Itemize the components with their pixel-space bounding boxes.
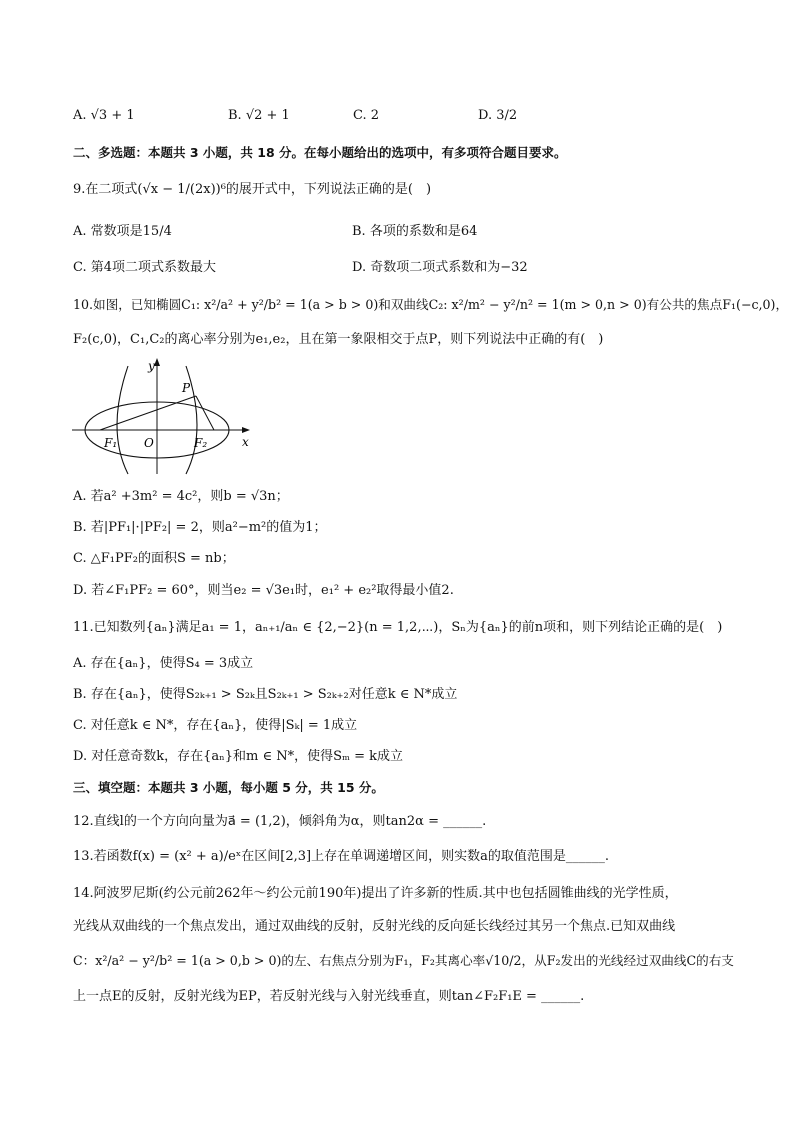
q11-option-b: B. 存在{aₙ}，使得S₂ₖ₊₁ > S₂ₖ且S₂ₖ₊₁ > S₂ₖ₊₂对任意k ∈ N*成立 [73, 687, 458, 702]
ellipse-hyperbola-figure [70, 356, 270, 478]
q10-stem-line1: 10.如图，已知椭圆C₁: x²/a² + y²/b² = 1(a > b > 0)和双曲线C₂: x²/m² − y²/n² = 1(m > 0,n > 0)有公共的焦点F₁(−c,0)， [73, 297, 789, 312]
label-y: y [148, 359, 155, 373]
label-p: P [182, 381, 191, 395]
hyperbola-left-branch [117, 366, 128, 474]
section3-header: 三、填空题：本题共 3 小题，每小题 5 分，共 15 分。 [73, 780, 384, 795]
q12-text: 12.直线l的一个方向向量为a⃗ = (1,2)，倾斜角为α，则tan2α = ______. [73, 814, 487, 829]
label-f1: F₁ [104, 436, 118, 450]
q14-line1: 14.阿波罗尼斯(约公元前262年～约公元前190年)提出了许多新的性质.其中也包括圆锥曲线的光学性质， [73, 886, 678, 901]
q9-option-b: B. 各项的系数和是64 [352, 224, 478, 239]
label-o: O [144, 436, 154, 450]
q11-option-d: D. 对任意奇数k，存在{aₙ}和m ∈ N*，使得Sₘ = k成立 [73, 749, 404, 764]
q14-line3: C：x²/a² − y²/b² = 1(a > 0,b > 0)的左、右焦点分别为F₁，F₂其离心率√10/2，从F₂发出的光线经过双曲线C的右支 [73, 953, 734, 968]
q11-option-c: C. 对任意k ∈ N*，存在{aₙ}，使得|Sₖ| = 1成立 [73, 718, 358, 733]
q10-stem-line2: F₂(c,0)，C₁,C₂的离心率分别为e₁,e₂，且在第一象限相交于点P，则下列说法中正确的有( ) [73, 332, 604, 347]
q10-option-d: D. 若∠F₁PF₂ = 60°，则当e₂ = √3e₁时，e₁² + e₂²取得最小值2. [73, 583, 454, 598]
q14-line2: 光线从双曲线的一个焦点发出，通过双曲线的反射，反射光线的反向延长线经过其另一个焦点.已知双曲线 [73, 919, 676, 934]
q14-line4: 上一点E的反射，反射光线为EP，若反射光线与入射光线垂直，则tan∠F₂F₁E = ______. [73, 989, 585, 1004]
label-x: x [242, 435, 249, 449]
q8-option-d: D. 3/2 [478, 108, 518, 123]
q9-option-a: A. 常数项是15/4 [73, 224, 172, 239]
q8-option-c: C. 2 [353, 108, 380, 123]
y-axis-arrow [154, 358, 160, 366]
q8-option-b: B. √2 + 1 [228, 108, 290, 123]
section2-header: 二、多选题：本题共 3 小题，共 18 分。在每小题给出的选项中，有多项符合题目要求。 [73, 145, 567, 160]
x-axis-arrow [242, 427, 250, 433]
q10-option-a: A. 若a² +3m² = 4c²，则b = √3n； [73, 489, 289, 504]
q11-stem: 11.已知数列{aₙ}满足a₁ = 1，aₙ₊₁/aₙ ∈ {2,−2}(n = 1,2,⋯)，Sₙ为{aₙ}的前n项和，则下列结论正确的是( ) [73, 620, 723, 635]
label-f2: F₂ [194, 436, 208, 450]
q10-option-c: C. △F₁PF₂的面积S = nb； [73, 551, 235, 566]
q9-stem: 9.在二项式(√x − 1/(2x))⁶的展开式中，下列说法正确的是( ) [73, 182, 432, 197]
q13-text: 13.若函数f(x) = (x² + a)/eˣ在区间[2,3]上存在单调递增区间，则实数a的取值范围是______. [73, 849, 609, 864]
q11-option-a: A. 存在{aₙ}，使得S₄ = 3成立 [73, 656, 254, 671]
line-f1-p [100, 396, 196, 430]
q9-option-c: C. 第4项二项式系数最大 [73, 260, 217, 275]
q8-option-a: A. √3 + 1 [73, 108, 135, 123]
q10-option-b: B. 若|PF₁|·|PF₂| = 2，则a²−m²的值为1； [73, 520, 327, 535]
q9-option-d: D. 奇数项二项式系数和为−32 [352, 260, 528, 275]
line-f2-p [196, 396, 214, 430]
